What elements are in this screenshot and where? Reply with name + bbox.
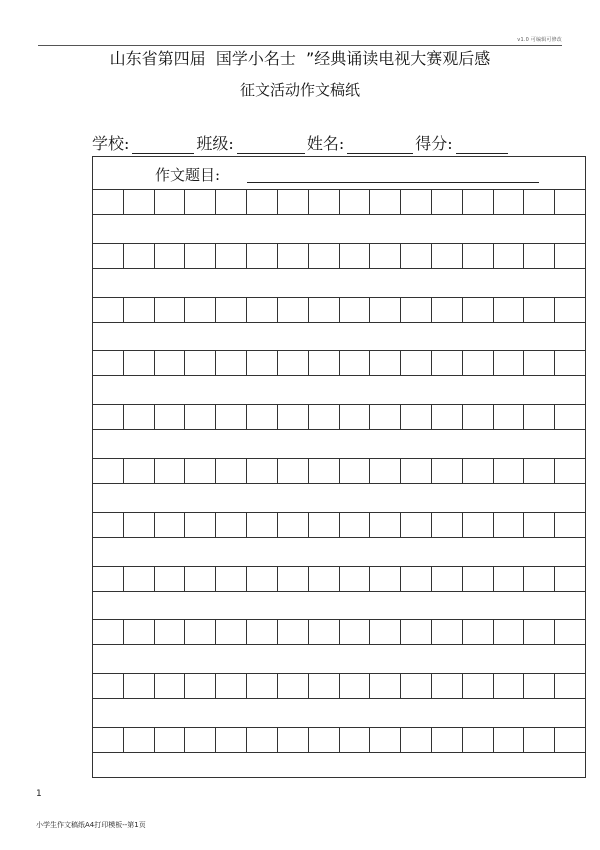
grid-cell[interactable] [278,567,309,591]
grid-cell[interactable] [463,620,494,644]
grid-cell[interactable] [463,459,494,483]
grid-cell[interactable] [494,244,525,268]
grid-cell[interactable] [278,190,309,214]
grid-cell[interactable] [401,405,432,429]
grid-cell[interactable] [463,728,494,752]
grid-cell[interactable] [155,674,186,698]
grid-cell[interactable] [401,674,432,698]
grid-cell[interactable] [278,728,309,752]
grid-row [93,404,585,430]
grid-cell[interactable] [155,298,186,322]
grid-cell[interactable] [124,513,155,537]
grid-cell[interactable] [124,244,155,268]
page-footer: 小学生作文稿纸A4打印模板--第1页 [36,821,146,829]
grid-cell[interactable] [216,190,247,214]
grid-cell[interactable] [185,244,216,268]
grid-cell[interactable] [124,190,155,214]
grid-cell[interactable] [309,244,340,268]
grid-cell[interactable] [216,244,247,268]
school-label: 学校: [92,134,130,153]
grid-cell[interactable] [463,405,494,429]
grid-row [93,566,585,592]
grid-cell[interactable] [309,567,340,591]
grid-cell[interactable] [124,351,155,375]
grid-cell[interactable] [185,190,216,214]
document-subtitle: 征文活动作文稿纸 [239,81,360,99]
grid-cell[interactable] [185,513,216,537]
grid-cell[interactable] [494,190,525,214]
grid-cell[interactable] [370,405,401,429]
grid-cell[interactable] [93,244,124,268]
grid-cell[interactable] [278,405,309,429]
grid-cell[interactable] [555,513,585,537]
grid-cell[interactable] [216,674,247,698]
grid-cell[interactable] [216,405,247,429]
grid-cell[interactable] [185,459,216,483]
class-blank[interactable] [237,135,305,154]
grid-cell[interactable] [524,567,555,591]
grid-cell[interactable] [555,567,585,591]
grid-cell[interactable] [432,728,463,752]
grid-cell[interactable] [309,298,340,322]
grid-row [93,243,585,269]
grid-cell[interactable] [93,459,124,483]
grid-cell[interactable] [555,620,585,644]
grid-cell[interactable] [278,244,309,268]
grid-cell[interactable] [524,298,555,322]
grid-cell[interactable] [494,459,525,483]
grid-cell[interactable] [93,567,124,591]
grid-cell[interactable] [185,620,216,644]
grid-cell[interactable] [216,620,247,644]
grid-cell[interactable] [370,513,401,537]
grid-cell[interactable] [463,351,494,375]
grid-cell[interactable] [432,298,463,322]
grid-cell[interactable] [524,674,555,698]
grid-cell[interactable] [524,459,555,483]
grid-cell[interactable] [555,674,585,698]
grid-row [93,189,585,215]
grid-cell[interactable] [124,567,155,591]
grid-cell[interactable] [309,405,340,429]
grid-cell[interactable] [401,459,432,483]
grid-cell[interactable] [124,728,155,752]
grid-cell[interactable] [340,298,371,322]
grid-cell[interactable] [401,513,432,537]
grid-cell[interactable] [185,674,216,698]
grid-cell[interactable] [247,190,278,214]
grid-cell[interactable] [247,567,278,591]
grid-cell[interactable] [432,244,463,268]
grid-cell[interactable] [124,674,155,698]
name-label: 姓名: [306,134,345,153]
grid-cell[interactable] [185,728,216,752]
grid-cell[interactable] [93,190,124,214]
topic-blank[interactable] [247,182,539,183]
grid-cell[interactable] [340,244,371,268]
grid-cell[interactable] [370,244,401,268]
grid-cell[interactable] [247,459,278,483]
grid-cell[interactable] [93,620,124,644]
grid-cell[interactable] [494,351,525,375]
version-note: v1.0 可编辑可修改 [517,37,562,43]
grid-cell[interactable] [278,459,309,483]
grid-cell[interactable] [93,674,124,698]
grid-cell[interactable] [309,513,340,537]
grid-cell[interactable] [432,674,463,698]
grid-cell[interactable] [185,567,216,591]
grid-cell[interactable] [555,405,585,429]
grid-cell[interactable] [309,620,340,644]
grid-cell[interactable] [401,567,432,591]
grid-cell[interactable] [155,244,186,268]
grid-cell[interactable] [494,567,525,591]
grid-cell[interactable] [432,190,463,214]
grid-cell[interactable] [340,567,371,591]
grid-cell[interactable] [216,298,247,322]
topic-label: 作文题目: [155,166,221,184]
grid-cell[interactable] [432,459,463,483]
grid-cell[interactable] [340,190,371,214]
grid-cell[interactable] [524,190,555,214]
grid-cell[interactable] [247,405,278,429]
grid-cell[interactable] [555,728,585,752]
grid-cell[interactable] [155,728,186,752]
topic-row [93,157,585,190]
grid-cell[interactable] [494,513,525,537]
grid-cell[interactable] [278,351,309,375]
grid-cell[interactable] [370,459,401,483]
grid-cell[interactable] [432,351,463,375]
grid-cell[interactable] [463,674,494,698]
grid-cell[interactable] [524,620,555,644]
grid-cell[interactable] [524,728,555,752]
grid-cell[interactable] [309,190,340,214]
grid-cell[interactable] [463,244,494,268]
grid-cell[interactable] [340,620,371,644]
grid-cell[interactable] [247,728,278,752]
grid-cell[interactable] [494,674,525,698]
grid-cell[interactable] [93,298,124,322]
grid-cell[interactable] [463,513,494,537]
grid-cell[interactable] [432,567,463,591]
grid-cell[interactable] [155,459,186,483]
grid-cell[interactable] [463,298,494,322]
grid-cell[interactable] [370,620,401,644]
score-blank[interactable] [456,135,508,154]
grid-cell[interactable] [124,405,155,429]
page-number: 1 [36,789,42,799]
grid-cell[interactable] [401,728,432,752]
grid-cell[interactable] [340,351,371,375]
grid-cell[interactable] [247,620,278,644]
grid-cell[interactable] [494,405,525,429]
grid-cell[interactable] [247,513,278,537]
grid-cell[interactable] [432,405,463,429]
grid-cell[interactable] [185,405,216,429]
grid-row [93,297,585,323]
grid-cell[interactable] [93,513,124,537]
grid-row [93,727,585,753]
grid-cell[interactable] [494,728,525,752]
grid-cell[interactable] [155,567,186,591]
grid-cell[interactable] [247,244,278,268]
grid-cell[interactable] [93,405,124,429]
grid-cell[interactable] [247,298,278,322]
grid-cell[interactable] [401,298,432,322]
grid-cell[interactable] [401,244,432,268]
document-title: 山东省第四届 国学小名士 ”经典诵读电视大赛观后感 [109,49,491,68]
grid-cell[interactable] [185,298,216,322]
grid-cell[interactable] [555,459,585,483]
grid-cell[interactable] [278,620,309,644]
grid-cell[interactable] [432,620,463,644]
grid-cell[interactable] [401,190,432,214]
grid-cell[interactable] [93,728,124,752]
class-label: 班级: [196,134,234,153]
grid-cell[interactable] [494,620,525,644]
grid-row [93,673,585,699]
grid-cell[interactable] [247,674,278,698]
grid-cell[interactable] [309,459,340,483]
grid-cell[interactable] [124,459,155,483]
grid-cell[interactable] [155,351,186,375]
grid-cell[interactable] [370,567,401,591]
grid-cell[interactable] [524,244,555,268]
grid-cell[interactable] [340,459,371,483]
grid-cell[interactable] [340,674,371,698]
grid-cell[interactable] [124,298,155,322]
grid-cell[interactable] [247,351,278,375]
grid-cell[interactable] [93,351,124,375]
grid-cell[interactable] [555,244,585,268]
grid-cell[interactable] [524,405,555,429]
grid-cell[interactable] [432,513,463,537]
score-label: 得分: [415,134,453,153]
grid-cell[interactable] [340,405,371,429]
grid-cell[interactable] [555,190,585,214]
grid-cell[interactable] [124,620,155,644]
grid-cell[interactable] [524,351,555,375]
grid-cell[interactable] [155,190,186,214]
grid-cell[interactable] [340,513,371,537]
student-info-row [92,130,584,154]
grid-cell[interactable] [340,728,371,752]
grid-cell[interactable] [463,567,494,591]
grid-cell[interactable] [155,405,186,429]
grid-cell[interactable] [278,513,309,537]
grid-cell[interactable] [370,728,401,752]
grid-cell[interactable] [494,298,525,322]
grid-cell[interactable] [370,351,401,375]
grid-cell[interactable] [216,459,247,483]
grid-cell[interactable] [216,513,247,537]
grid-cell[interactable] [555,298,585,322]
grid-cell[interactable] [370,674,401,698]
grid-cell[interactable] [216,728,247,752]
writing-sheet [92,156,586,778]
grid-cell[interactable] [278,298,309,322]
grid-cell[interactable] [278,674,309,698]
name-blank[interactable] [347,135,413,154]
grid-row [93,512,585,538]
grid-cell[interactable] [185,351,216,375]
grid-cell[interactable] [216,351,247,375]
grid-cell[interactable] [401,620,432,644]
grid-cell[interactable] [401,351,432,375]
grid-row [93,619,585,645]
grid-cell[interactable] [463,190,494,214]
school-blank[interactable] [132,135,194,154]
grid-row [93,350,585,376]
grid-cell[interactable] [555,351,585,375]
grid-row [93,458,585,484]
grid-cell[interactable] [155,620,186,644]
grid-cell[interactable] [309,728,340,752]
grid-cell[interactable] [309,674,340,698]
grid-cell[interactable] [216,567,247,591]
grid-cell[interactable] [155,513,186,537]
grid-cell[interactable] [370,190,401,214]
grid-cell[interactable] [370,298,401,322]
grid-cell[interactable] [524,513,555,537]
grid-cell[interactable] [309,351,340,375]
